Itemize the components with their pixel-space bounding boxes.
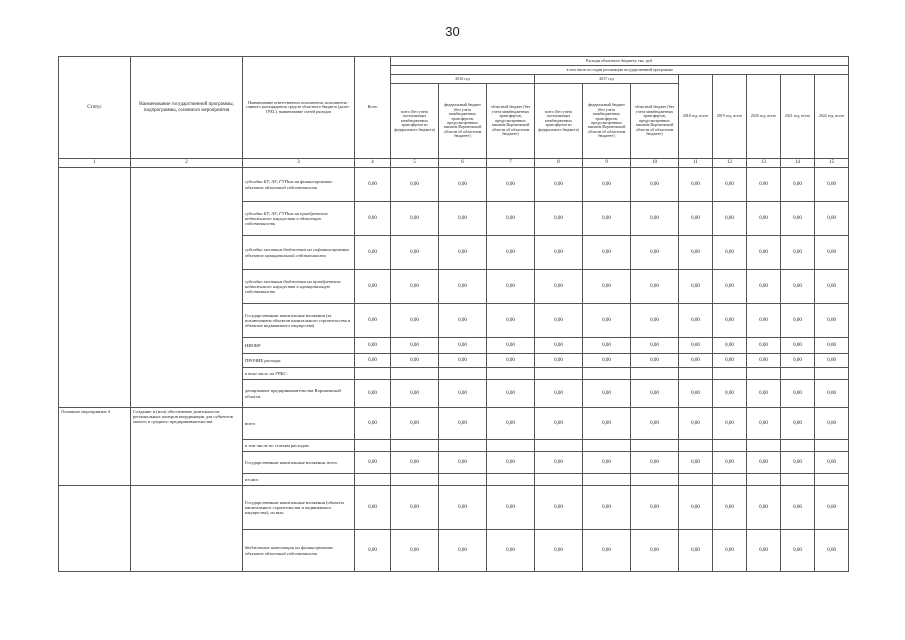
header-year-2019: 2019 год, всего <box>713 75 747 159</box>
header-status: Статус <box>59 57 131 159</box>
value-cell: 0,00 <box>815 408 849 440</box>
row-label: субсидии БУ, АУ, ГУПам на финансирование объектов областной собственности <box>243 168 355 202</box>
value-cell <box>355 474 391 486</box>
value-cell: 0,00 <box>355 354 391 368</box>
value-cell: 0,00 <box>355 530 391 572</box>
value-cell: 0,00 <box>439 338 487 354</box>
column-number: 12 <box>713 159 747 168</box>
value-cell: 0,00 <box>781 236 815 270</box>
value-cell: 0,00 <box>815 270 849 304</box>
value-cell: 0,00 <box>583 338 631 354</box>
value-cell <box>583 474 631 486</box>
value-cell <box>487 368 535 380</box>
value-cell: 0,00 <box>815 236 849 270</box>
header-program-name: Наименование государственной программы, подпрограммы, основного мероприятия <box>131 57 243 159</box>
value-cell: 0,00 <box>815 354 849 368</box>
value-cell <box>487 474 535 486</box>
value-cell <box>815 440 849 452</box>
value-cell: 0,00 <box>815 168 849 202</box>
value-cell: 0,00 <box>713 354 747 368</box>
header-year-2022: 2022 год, всего <box>815 75 849 159</box>
value-cell: 0,00 <box>713 408 747 440</box>
value-cell: 0,00 <box>583 408 631 440</box>
value-cell: 0,00 <box>355 486 391 530</box>
column-number: 4 <box>355 159 391 168</box>
value-cell: 0,00 <box>439 530 487 572</box>
value-cell: 0,00 <box>713 486 747 530</box>
value-cell: 0,00 <box>355 452 391 474</box>
value-cell: 0,00 <box>747 202 781 236</box>
value-cell: 0,00 <box>487 338 535 354</box>
value-cell: 0,00 <box>713 168 747 202</box>
value-cell: 0,00 <box>679 338 713 354</box>
value-cell: 0,00 <box>781 530 815 572</box>
value-cell: 0,00 <box>487 202 535 236</box>
value-cell: 0,00 <box>439 380 487 408</box>
value-cell: 0,00 <box>355 270 391 304</box>
header-executor: Наименование ответственного исполнителя, исполнителя - главного распорядителя средств областного бюджета (далее - ГРБС), наименование статей расходов <box>243 57 355 159</box>
value-cell: 0,00 <box>781 408 815 440</box>
value-cell <box>439 368 487 380</box>
value-cell: 0,00 <box>631 452 679 474</box>
value-cell <box>713 440 747 452</box>
value-cell <box>815 368 849 380</box>
value-cell <box>631 440 679 452</box>
status-cell <box>59 486 131 572</box>
row-label: бюджетные инвестиции на финансирование объектов областной собственности <box>243 530 355 572</box>
value-cell: 0,00 <box>439 408 487 440</box>
table-header <box>59 57 849 168</box>
column-number: 15 <box>815 159 849 168</box>
column-number: 6 <box>439 159 487 168</box>
value-cell: 0,00 <box>355 202 391 236</box>
value-cell <box>535 368 583 380</box>
value-cell: 0,00 <box>439 304 487 338</box>
value-cell: 0,00 <box>487 380 535 408</box>
value-cell: 0,00 <box>713 236 747 270</box>
value-cell <box>583 368 631 380</box>
value-cell <box>713 368 747 380</box>
value-cell: 0,00 <box>535 168 583 202</box>
value-cell <box>631 368 679 380</box>
value-cell: 0,00 <box>679 452 713 474</box>
value-cell: 0,00 <box>391 452 439 474</box>
value-cell: 0,00 <box>631 380 679 408</box>
row-label: всего <box>243 408 355 440</box>
value-cell <box>815 474 849 486</box>
header-year-2016: 2016 год <box>391 75 535 84</box>
value-cell: 0,00 <box>391 304 439 338</box>
program-cell: Создание и (или) обеспечение деятельности региональных центров координации для субъектов малого и среднего предпринимательства <box>131 408 243 486</box>
value-cell: 0,00 <box>439 486 487 530</box>
header-2016-fed: федеральный бюджет (без учета межбюджетных трансфертов, предусмотренных законом Воронежской области об областном бюджете) <box>439 84 487 159</box>
value-cell <box>355 368 391 380</box>
column-number: 9 <box>583 159 631 168</box>
value-cell: 0,00 <box>487 168 535 202</box>
value-cell: 0,00 <box>815 486 849 530</box>
value-cell: 0,00 <box>439 452 487 474</box>
value-cell <box>781 368 815 380</box>
value-cell: 0,00 <box>355 304 391 338</box>
value-cell: 0,00 <box>781 168 815 202</box>
header-2017-own: всего (без учета поступающих межбюджетных трансфертов из федерального бюджета) <box>535 84 583 159</box>
row-label: НИОКР <box>243 338 355 354</box>
value-cell <box>391 440 439 452</box>
value-cell: 0,00 <box>781 486 815 530</box>
value-cell: 0,00 <box>583 236 631 270</box>
value-cell <box>583 440 631 452</box>
value-cell: 0,00 <box>747 408 781 440</box>
header-2017-fed: федеральный бюджет (без учета межбюджетных трансфертов, предусмотренных законом Воронежской области об областном бюджете) <box>583 84 631 159</box>
column-number: 13 <box>747 159 781 168</box>
value-cell: 0,00 <box>487 452 535 474</box>
column-number: 5 <box>391 159 439 168</box>
value-cell <box>679 474 713 486</box>
value-cell: 0,00 <box>535 486 583 530</box>
value-cell: 0,00 <box>439 354 487 368</box>
value-cell: 0,00 <box>747 304 781 338</box>
value-cell: 0,00 <box>583 270 631 304</box>
value-cell: 0,00 <box>713 270 747 304</box>
value-cell <box>355 440 391 452</box>
value-cell: 0,00 <box>535 408 583 440</box>
value-cell: 0,00 <box>535 530 583 572</box>
header-year-2017: 2017 год <box>535 75 679 84</box>
value-cell: 0,00 <box>713 202 747 236</box>
value-cell <box>747 474 781 486</box>
value-cell <box>747 440 781 452</box>
row-label: субсидии местным бюджетам на софинансирование объектов муниципальной собственности <box>243 236 355 270</box>
value-cell: 0,00 <box>355 380 391 408</box>
column-number: 10 <box>631 159 679 168</box>
value-cell: 0,00 <box>583 486 631 530</box>
value-cell: 0,00 <box>781 202 815 236</box>
value-cell: 0,00 <box>487 530 535 572</box>
header-budget-title: Расходы областного бюджета, тыс. руб. <box>391 57 849 66</box>
header-by-years: в том числе по годам реализации государственной программы <box>391 66 849 75</box>
value-cell: 0,00 <box>391 380 439 408</box>
value-cell: 0,00 <box>391 236 439 270</box>
value-cell: 0,00 <box>535 338 583 354</box>
row-label: из них: <box>243 474 355 486</box>
value-cell: 0,00 <box>713 380 747 408</box>
value-cell <box>487 440 535 452</box>
value-cell: 0,00 <box>535 354 583 368</box>
value-cell: 0,00 <box>439 168 487 202</box>
value-cell: 0,00 <box>439 202 487 236</box>
value-cell: 0,00 <box>679 354 713 368</box>
value-cell: 0,00 <box>747 338 781 354</box>
value-cell: 0,00 <box>631 530 679 572</box>
value-cell: 0,00 <box>713 452 747 474</box>
value-cell: 0,00 <box>535 304 583 338</box>
value-cell: 0,00 <box>679 486 713 530</box>
value-cell: 0,00 <box>747 452 781 474</box>
program-cell <box>131 486 243 572</box>
value-cell: 0,00 <box>679 270 713 304</box>
value-cell <box>535 474 583 486</box>
row-label: департамент предпринимательства Воронежской области <box>243 380 355 408</box>
value-cell: 0,00 <box>535 202 583 236</box>
column-number: 2 <box>131 159 243 168</box>
value-cell: 0,00 <box>487 236 535 270</box>
value-cell: 0,00 <box>713 338 747 354</box>
value-cell <box>535 440 583 452</box>
value-cell: 0,00 <box>355 408 391 440</box>
value-cell: 0,00 <box>815 452 849 474</box>
value-cell: 0,00 <box>583 452 631 474</box>
value-cell: 0,00 <box>815 380 849 408</box>
value-cell: 0,00 <box>631 354 679 368</box>
value-cell: 0,00 <box>781 354 815 368</box>
column-number-row <box>59 159 849 168</box>
value-cell: 0,00 <box>713 530 747 572</box>
value-cell: 0,00 <box>815 338 849 354</box>
value-cell: 0,00 <box>781 304 815 338</box>
value-cell: 0,00 <box>439 270 487 304</box>
value-cell: 0,00 <box>631 270 679 304</box>
value-cell: 0,00 <box>631 408 679 440</box>
status-cell <box>59 168 131 408</box>
value-cell: 0,00 <box>391 270 439 304</box>
value-cell: 0,00 <box>391 354 439 368</box>
value-cell: 0,00 <box>679 530 713 572</box>
value-cell: 0,00 <box>631 486 679 530</box>
value-cell: 0,00 <box>487 408 535 440</box>
value-cell: 0,00 <box>535 236 583 270</box>
value-cell: 0,00 <box>679 202 713 236</box>
value-cell: 0,00 <box>391 486 439 530</box>
value-cell: 0,00 <box>355 236 391 270</box>
value-cell: 0,00 <box>391 338 439 354</box>
row-label: Государственные капитальные вложения, всего <box>243 452 355 474</box>
status-cell: Основное мероприятие 4 <box>59 408 131 486</box>
column-number: 8 <box>535 159 583 168</box>
value-cell: 0,00 <box>781 452 815 474</box>
value-cell: 0,00 <box>781 270 815 304</box>
value-cell: 0,00 <box>355 168 391 202</box>
value-cell: 0,00 <box>679 304 713 338</box>
value-cell <box>679 368 713 380</box>
value-cell <box>713 474 747 486</box>
column-number: 11 <box>679 159 713 168</box>
value-cell: 0,00 <box>679 236 713 270</box>
value-cell: 0,00 <box>535 452 583 474</box>
header-year-2020: 2020 год, всего <box>747 75 781 159</box>
value-cell: 0,00 <box>583 168 631 202</box>
value-cell: 0,00 <box>583 530 631 572</box>
value-cell <box>391 368 439 380</box>
value-cell: 0,00 <box>583 354 631 368</box>
value-cell: 0,00 <box>713 304 747 338</box>
value-cell <box>781 440 815 452</box>
value-cell <box>679 440 713 452</box>
value-cell: 0,00 <box>781 338 815 354</box>
row-label: в том числе по статьям расходов: <box>243 440 355 452</box>
value-cell: 0,00 <box>487 354 535 368</box>
row-label: Государственные капитальные вложения (объекты капитального строительства и недвижимого имущества), из них: <box>243 486 355 530</box>
value-cell <box>631 474 679 486</box>
column-number: 1 <box>59 159 131 168</box>
program-cell <box>131 168 243 408</box>
value-cell: 0,00 <box>679 168 713 202</box>
value-cell: 0,00 <box>391 202 439 236</box>
header-year-2018: 2018 год, всего <box>679 75 713 159</box>
column-number: 7 <box>487 159 535 168</box>
value-cell: 0,00 <box>747 530 781 572</box>
value-cell: 0,00 <box>747 236 781 270</box>
value-cell: 0,00 <box>631 168 679 202</box>
value-cell: 0,00 <box>487 270 535 304</box>
value-cell: 0,00 <box>355 338 391 354</box>
value-cell: 0,00 <box>815 530 849 572</box>
value-cell: 0,00 <box>815 202 849 236</box>
table-row <box>59 168 849 202</box>
value-cell: 0,00 <box>391 168 439 202</box>
row-label: ПРОЧИЕ расходы <box>243 354 355 368</box>
value-cell: 0,00 <box>631 236 679 270</box>
value-cell: 0,00 <box>679 408 713 440</box>
value-cell: 0,00 <box>747 270 781 304</box>
value-cell <box>439 474 487 486</box>
table-row <box>59 408 849 440</box>
value-cell: 0,00 <box>631 304 679 338</box>
value-cell <box>781 474 815 486</box>
table-row <box>59 486 849 530</box>
value-cell: 0,00 <box>747 380 781 408</box>
page-number: 30 <box>445 24 460 39</box>
value-cell: 0,00 <box>583 380 631 408</box>
value-cell: 0,00 <box>583 304 631 338</box>
value-cell: 0,00 <box>535 270 583 304</box>
value-cell: 0,00 <box>391 408 439 440</box>
header-year-2021: 2021 год, всего <box>781 75 815 159</box>
value-cell <box>391 474 439 486</box>
value-cell: 0,00 <box>535 380 583 408</box>
row-label: субсидии местным бюджетам на приобретение недвижимого имущества в муниципальную собственность <box>243 270 355 304</box>
row-label: Государственные капитальные вложения (за исключением объектов капитального строительства и объектов недвижимого имущества) <box>243 304 355 338</box>
header-2017-reg: областной бюджет (без учета межбюджетных трансфертов, предусмотренных законом Воронежской области об областном бюджете) <box>631 84 679 159</box>
header-2016-reg: областной бюджет (без учета межбюджетных трансфертов, предусмотренных законом Воронежской области об областном бюджете) <box>487 84 535 159</box>
column-number: 14 <box>781 159 815 168</box>
value-cell: 0,00 <box>747 354 781 368</box>
value-cell: 0,00 <box>679 380 713 408</box>
value-cell <box>747 368 781 380</box>
value-cell: 0,00 <box>631 202 679 236</box>
value-cell: 0,00 <box>487 304 535 338</box>
row-label: в том числе по ГРБС: <box>243 368 355 380</box>
value-cell: 0,00 <box>391 530 439 572</box>
value-cell: 0,00 <box>747 168 781 202</box>
value-cell: 0,00 <box>631 338 679 354</box>
header-total: Всего <box>355 57 391 159</box>
value-cell: 0,00 <box>439 236 487 270</box>
row-label: субсидии БУ, АУ, ГУПам на приобретение недвижимого имущества в областную собственность <box>243 202 355 236</box>
value-cell: 0,00 <box>583 202 631 236</box>
header-2016-own: всего (без учета поступающих межбюджетных трансфертов из федерального бюджета) <box>391 84 439 159</box>
table-body <box>59 168 849 572</box>
value-cell: 0,00 <box>781 380 815 408</box>
column-number: 3 <box>243 159 355 168</box>
budget-table <box>58 56 849 572</box>
value-cell <box>439 440 487 452</box>
value-cell: 0,00 <box>747 486 781 530</box>
value-cell: 0,00 <box>815 304 849 338</box>
value-cell: 0,00 <box>487 486 535 530</box>
